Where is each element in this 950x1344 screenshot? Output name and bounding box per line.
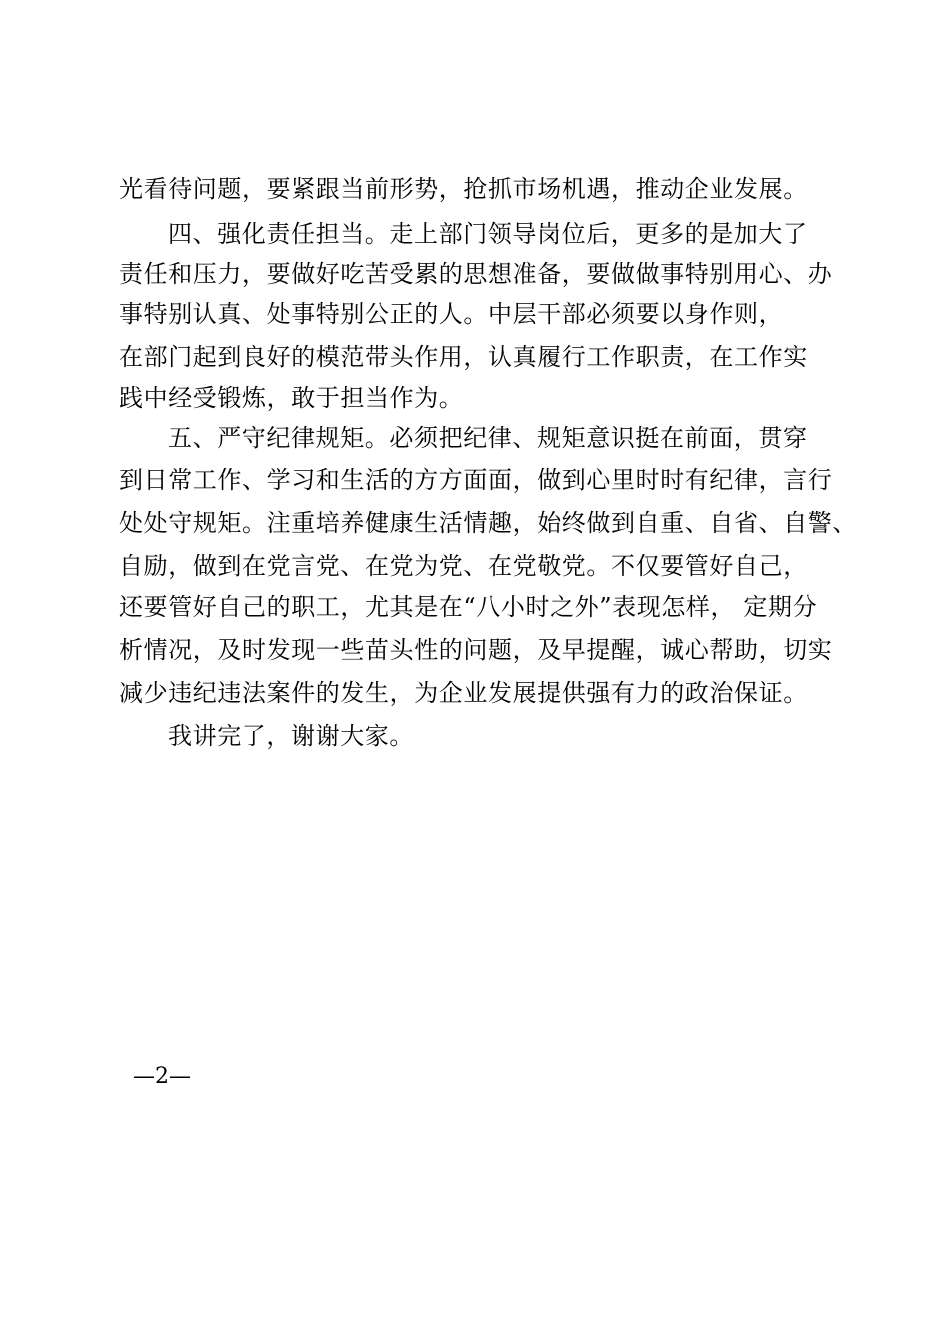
page-number: —2— bbox=[133, 1064, 191, 1089]
text-line-4: 事特别认真、处事特别公正的人。中层干部必须要以身作则， bbox=[119, 300, 784, 328]
text-line-3: 责任和压力，要做好吃苦受累的思想准备，要做做事特别用心、办 bbox=[119, 260, 833, 288]
text-line-2-section-four-heading: 四、强化责任担当。走上部门领导岗位后，更多的是加大了 bbox=[168, 220, 808, 248]
text-line-8: 到日常工作、学习和生活的方方面面，做到心里时时有纪律，言行 bbox=[119, 466, 833, 494]
text-line-1: 光看待问题，要紧跟当前形势，抢抓市场机遇，推动企业发展。 bbox=[119, 175, 808, 203]
text-line-11: 还要管好自己的职工，尤其是在“八小时之外”表现怎样， 定期分 bbox=[119, 593, 818, 621]
text-line-5: 在部门起到良好的模范带头作用，认真履行工作职责，在工作实 bbox=[119, 343, 808, 371]
text-line-10: 自励，做到在党言党、在党为党、在党敬党。不仅要管好自己， bbox=[119, 552, 808, 580]
text-line-14-closing: 我讲完了，谢谢大家。 bbox=[168, 722, 414, 750]
text-line-12: 析情况，及时发现一些苗头性的问题，及早提醒，诚心帮助，切实 bbox=[119, 636, 833, 664]
text-line-7-section-five-heading: 五、严守纪律规矩。必须把纪律、规矩意识挺在前面，贯穿 bbox=[168, 424, 808, 452]
text-line-13: 减少违纪违法案件的发生，为企业发展提供强有力的政治保证。 bbox=[119, 679, 808, 707]
text-line-6: 践中经受锻炼，敢于担当作为。 bbox=[119, 384, 464, 412]
text-line-9: 处处守规矩。注重培养健康生活情趣，始终做到自重、自省、自警、 bbox=[119, 509, 857, 537]
